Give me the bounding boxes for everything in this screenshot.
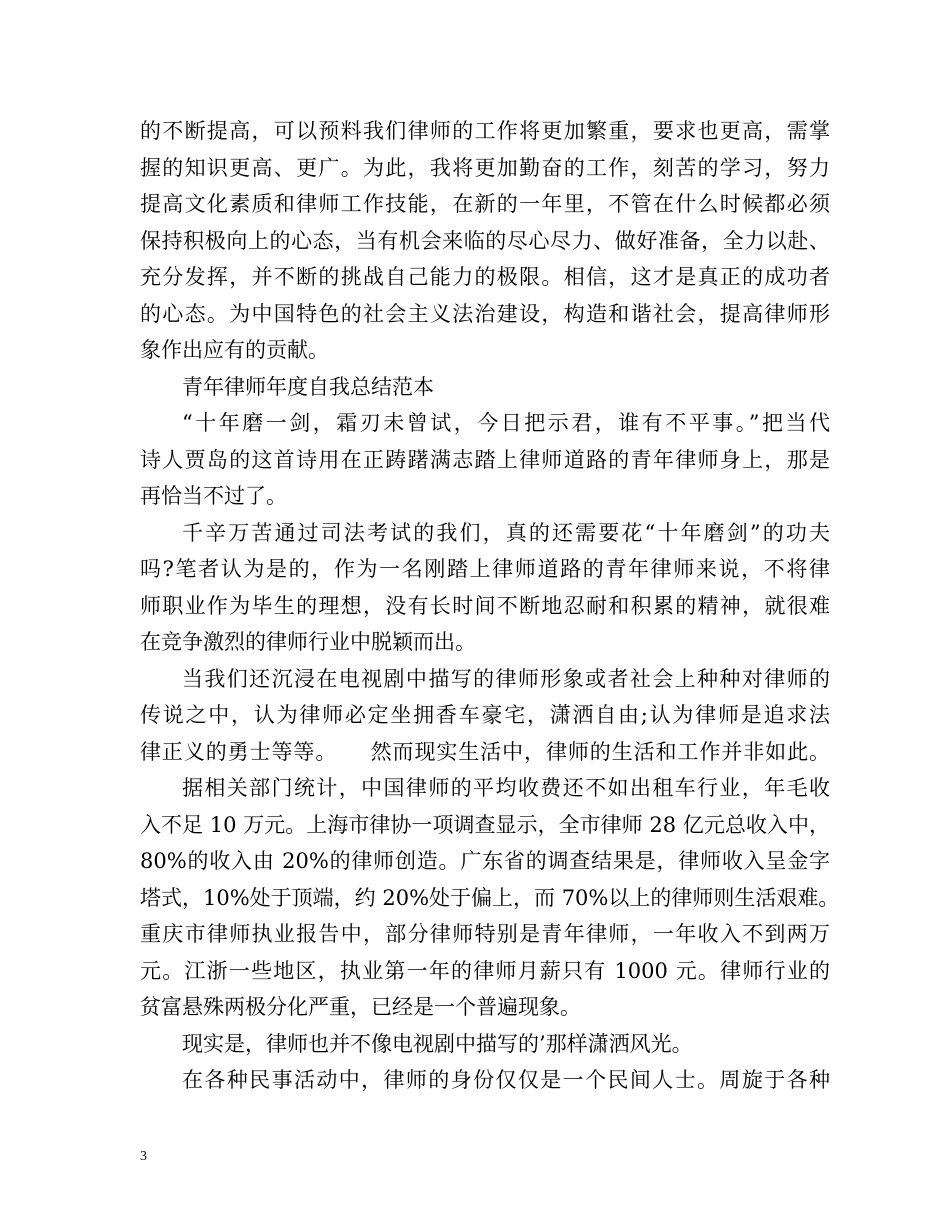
text-line: 当我们还沉浸在电视剧中描写的律师形象或者社会上种种对律师的 (182, 666, 830, 691)
text-line: 千辛万苦通过司法考试的我们，真的还需要花“十年磨剑”的功夫 (182, 520, 830, 545)
text-line: 在竞争激烈的律师行业中脱颖而出。 (140, 630, 476, 654)
text-line: 师职业作为毕生的理想，没有长时间不断地忍耐和积累的精神，就很难 (140, 593, 830, 618)
text-line: 的不断提高，可以预料我们律师的工作将更加繁重，要求也更高，需掌 (140, 119, 830, 143)
text-line: 80%的收入由 20%的律师创造。广东省的调查结果是，律师收入呈金字 (140, 849, 830, 873)
text-line: 再恰当不过了。 (140, 484, 287, 508)
text-line: 据相关部门统计，中国律师的平均收费还不如出租车行业，年毛收 (182, 776, 830, 800)
text-line: 象作出应有的贡献。 (140, 338, 329, 362)
body-text (140, 113, 840, 1099)
text-line: 在各种民事活动中，律师的身份仅仅是一个民间人士。周旋于各种 (182, 1068, 830, 1092)
text-line: 提高文化素质和律师工作技能，在新的一年里，不管在什么时候都必须 (140, 192, 830, 216)
text-line: 律正义的勇士等等。 然而现实生活中，律师的生活和工作并非如此。 (140, 739, 830, 764)
text-line: 握的知识更高、更广。为此，我将更加勤奋的工作，刻苦的学习，努力 (140, 155, 830, 180)
text-line: 元。江浙一些地区，执业第一年的律师月薪只有 1000 元。律师行业的 (140, 958, 830, 983)
text-line: 吗?笔者认为是的，作为一名刚踏上律师道路的青年律师来说，不将律 (140, 557, 830, 581)
text-line: 的心态。为中国特色的社会主义法治建设，构造和谐社会，提高律师形 (140, 301, 830, 326)
text-line: 诗人贾岛的这首诗用在正踌躇满志踏上律师道路的青年律师身上，那是 (140, 447, 830, 472)
text-line: “十年磨一剑，霜刃未曾试，今日把示君，谁有不平事。”把当代 (182, 411, 830, 435)
text-line: 保持积极向上的心态，当有机会来临的尽心尽力、做好准备，全力以赴、 (140, 228, 830, 253)
text-line: 现实是，律师也并不像电视剧中描写的’那样潇洒风光。 (182, 1031, 693, 1056)
text-line: 充分发挥，并不断的挑战自己能力的极限。相信，这才是真正的成功者 (140, 265, 830, 289)
text-line: 塔式，10%处于顶端，约 20%处于偏上，而 70%以上的律师则生活艰难。 (140, 885, 840, 910)
page-number: 3 (140, 1149, 147, 1164)
text-line: 贫富悬殊两极分化严重，已经是一个普遍现象。 (140, 995, 581, 1019)
text-line: 重庆市律师执业报告中，部分律师特别是青年律师，一年收入不到两万 (140, 922, 830, 946)
text-line: 入不足 10 万元。上海市律协一项调查显示，全市律师 28 亿元总收入中， (140, 812, 830, 837)
text-line: 青年律师年度自我总结范本 (182, 374, 434, 399)
text-line: 传说之中，认为律师必定坐拥香车豪宅，潇洒自由;认为律师是追求法 (140, 703, 830, 727)
